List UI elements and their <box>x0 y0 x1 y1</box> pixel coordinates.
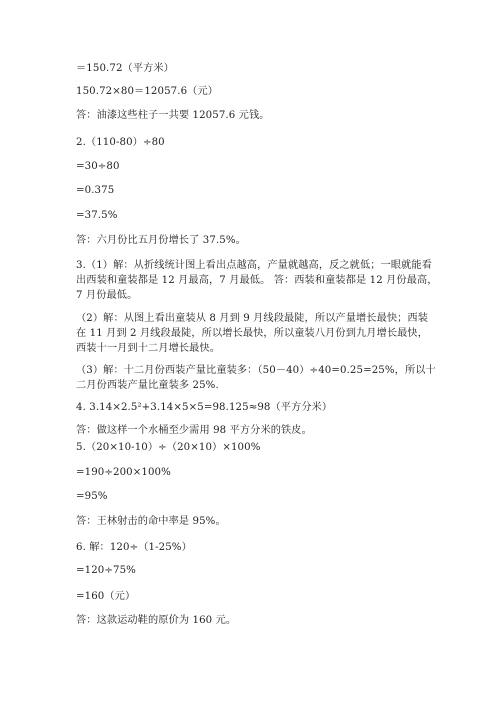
paragraph-3-3: （3）解：十二月份西装产量比童装多：（50－40）÷40=0.25=25%，所以十二月份西装产量比童装多 25%. <box>76 365 436 391</box>
text-line-17: 答：王林射击的命中率是 95%。 <box>76 516 226 527</box>
text-line-20: =160（元） <box>76 591 136 602</box>
text-line-12: 4. 3.14×2.5²+3.14×5×5=98.125≈98（平方分米） <box>76 402 333 413</box>
text-line-2: 150.72×80＝12057.6（元） <box>76 86 219 97</box>
text-line-5: =30÷80 <box>76 161 120 172</box>
text-line-19: =120÷75% <box>76 565 136 576</box>
paragraph-3-1: 3.（1）解：从折线统计图上看出点越高，产量就越高，反之就低；一眼就能看出西装和童装都是 12 月最高，7 月最低。 答：西装和童装都是 12 月份最高，7 月份最低。 <box>76 260 438 301</box>
text-line-1: ＝150.72（平方米） <box>76 63 174 74</box>
text-line-6: =0.375 <box>76 185 115 196</box>
paragraph-3-2: （2）解：从图上看出童装从 8 月到 9 月线段最陡，所以产量增长最快；西装在 11 月到 2 月线段最陡，所以增长最快，所以童装八月份到九月增长最快，西装十一月到十二月增长最快。 <box>76 313 429 354</box>
text-line-7: =37.5% <box>76 210 118 221</box>
text-line-18: 6. 解：120÷（1-25%） <box>76 542 192 553</box>
text-line-8: 答：六月份比五月份增长了 37.5%。 <box>76 235 246 246</box>
text-line-21: 答：这款运动鞋的原价为 160 元。 <box>76 615 237 626</box>
text-line-4: 2.（110-80）÷80 <box>76 137 165 148</box>
text-line-15: =190÷200×100% <box>76 467 171 478</box>
text-line-16: =95% <box>76 491 108 502</box>
text-line-3: 答：油漆这些柱子一共要 12057.6 元钱。 <box>76 110 270 121</box>
text-line-14: 5.（20×10-10）÷（20×10）×100% <box>76 442 261 453</box>
text-line-13: 答：做这样一个水桶至少需用 98 平方分米的铁皮。 <box>76 425 312 436</box>
